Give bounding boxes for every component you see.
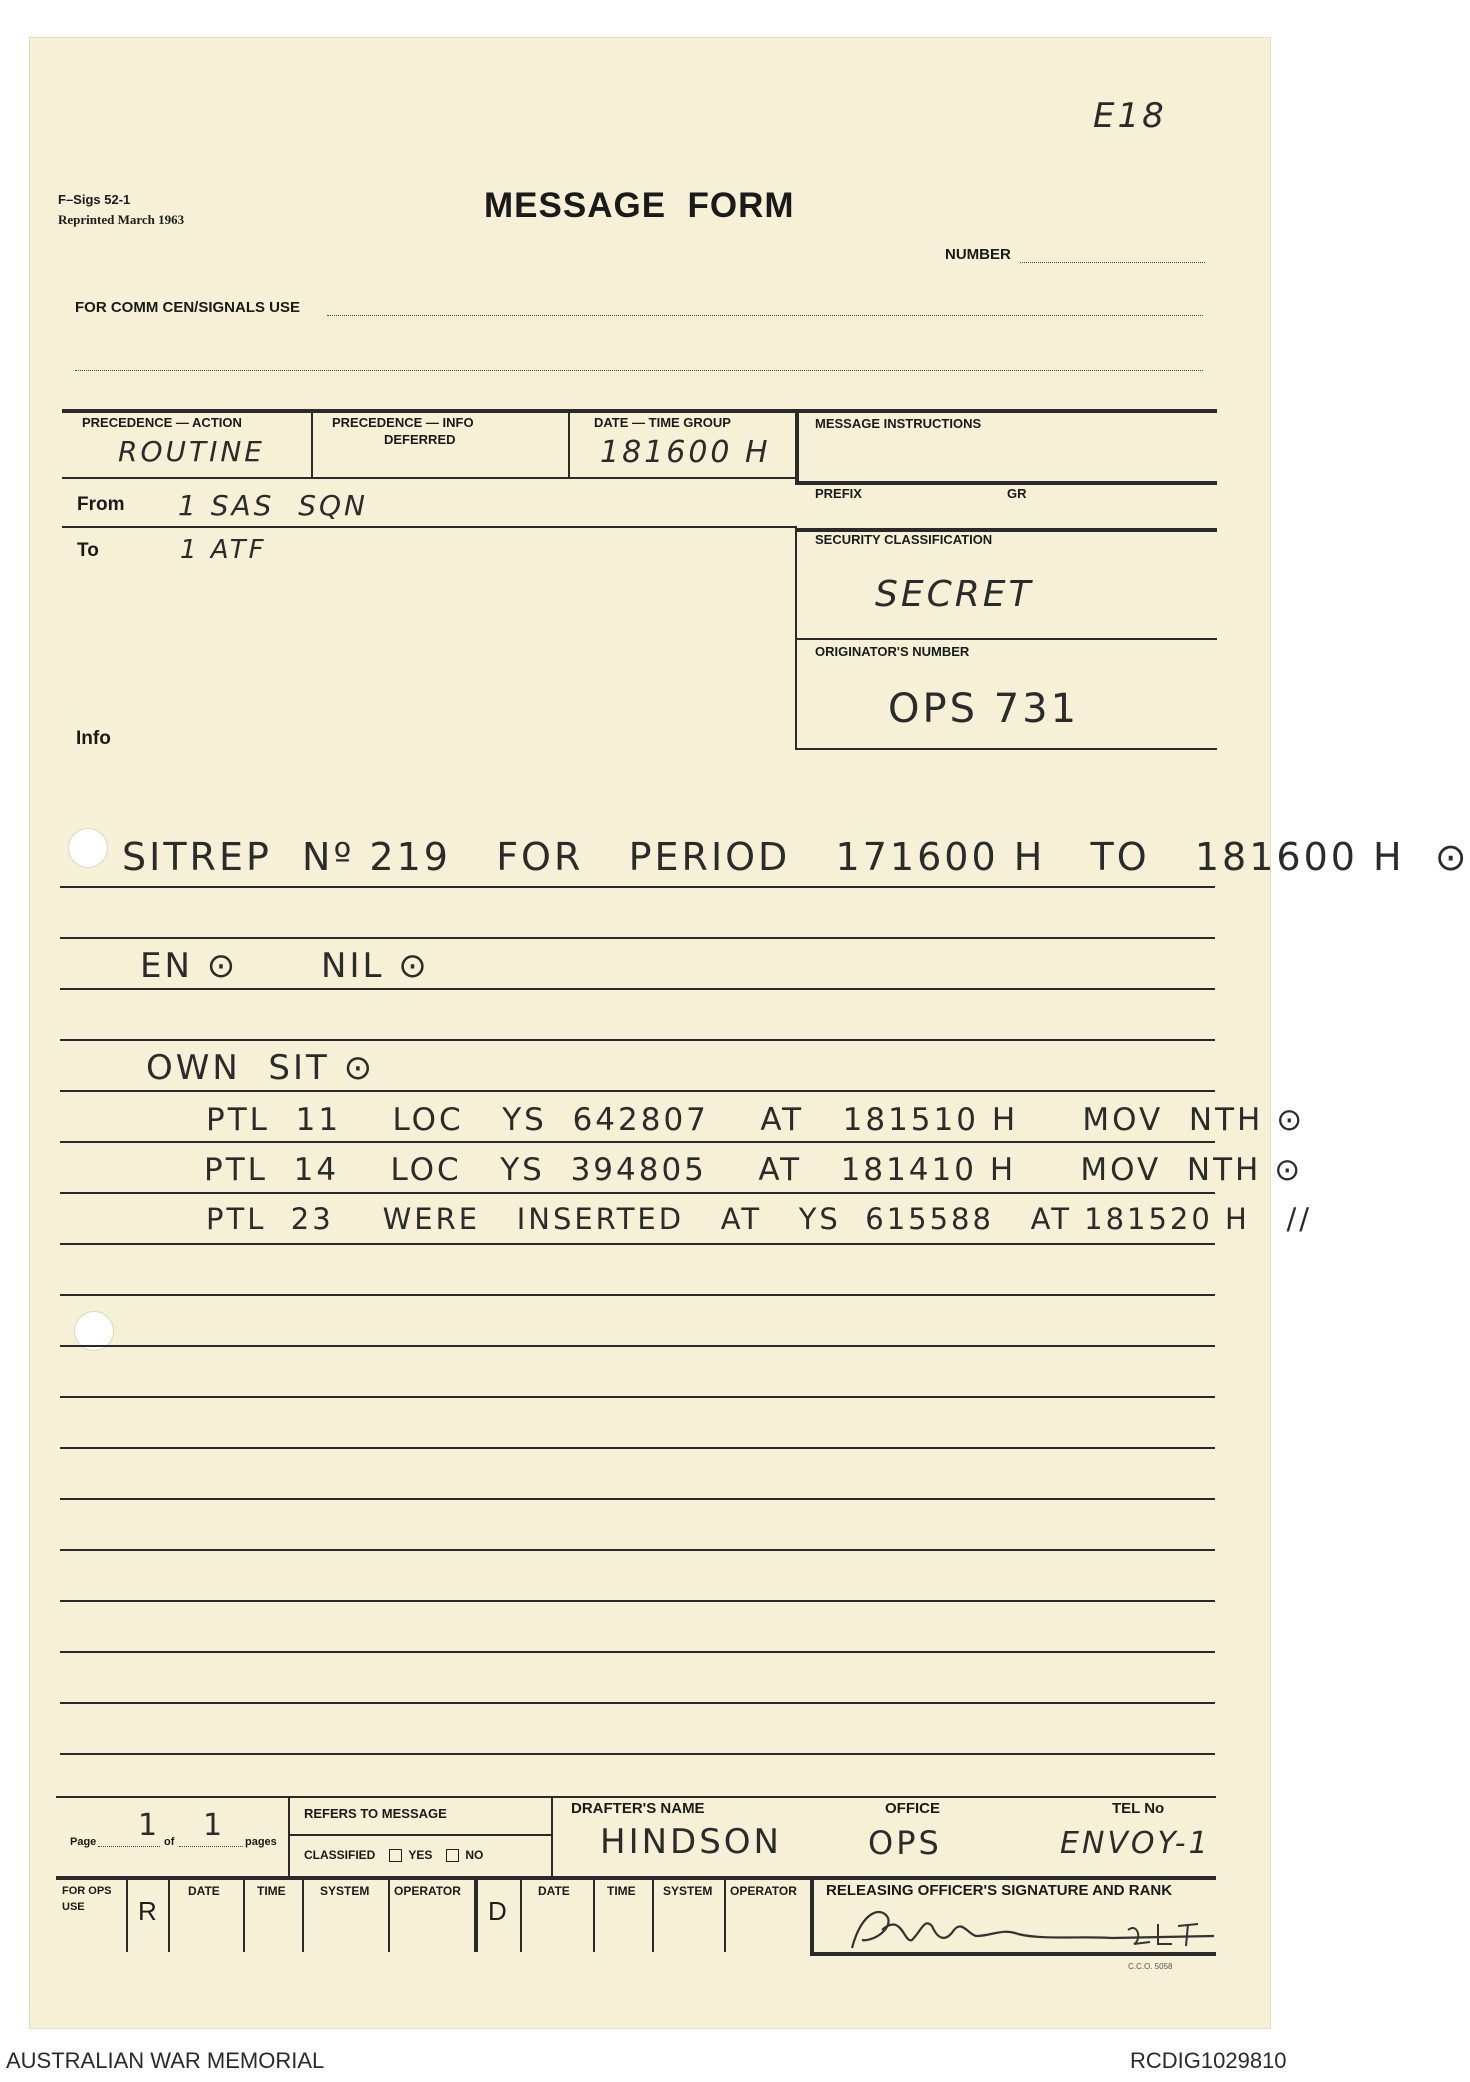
message-line-6: PTL 23 WERE INSERTED AT YS 615588 AT 181520 H // [206, 1202, 1313, 1236]
security-box-left [795, 530, 797, 750]
for-ops-use-label: FOR OPS USE [62, 1885, 112, 1913]
date-label-2: DATE [538, 1884, 570, 1898]
header-mid-rule [62, 477, 797, 479]
ops-div-8 [593, 1876, 595, 1952]
header-divider-1 [311, 411, 313, 477]
ops-div-4 [302, 1876, 304, 1952]
pages-label: pages [245, 1836, 277, 1848]
ops-div-3 [243, 1876, 245, 1952]
bottom-div-2 [551, 1796, 553, 1876]
office-value: OPS [868, 1824, 942, 1862]
ops-div-6 [474, 1876, 478, 1952]
precedence-action-label: PRECEDENCE — ACTION [82, 415, 242, 430]
refers-rule [288, 1834, 551, 1836]
drafters-name-label: DRAFTER'S NAME [571, 1800, 705, 1817]
no-label: NO [465, 1848, 484, 1862]
comm-cen-label: FOR COMM CEN/SIGNALS USE [75, 299, 301, 316]
form-code: F–Sigs 52-1 [58, 192, 131, 207]
message-ruled-line [60, 1396, 1215, 1398]
precedence-info-sub: DEFERRED [384, 432, 456, 447]
d-label: D [488, 1896, 507, 1926]
drafters-name-value: HINDSON [600, 1822, 782, 1862]
message-ruled-line [60, 1651, 1215, 1653]
footer-institution: AUSTRALIAN WAR MEMORIAL [6, 2048, 325, 2073]
releasing-officer-label: RELEASING OFFICER'S SIGNATURE AND RANK [826, 1882, 1173, 1899]
message-ruled-line [60, 1702, 1215, 1704]
security-rule [795, 638, 1217, 640]
message-line-1: SITREP Nº 219 FOR PERIOD 171600 H TO 181600 H ⊙ [122, 835, 1470, 879]
page-value: 1 [138, 1808, 161, 1843]
tel-no-label: TEL No [1112, 1800, 1165, 1817]
originator-rule [795, 748, 1217, 750]
system-label-1: SYSTEM [320, 1884, 370, 1898]
precedence-action-value: ROUTINE [118, 435, 265, 468]
message-ruled-line [60, 1192, 1215, 1194]
message-line-3: OWN SIT ⊙ [146, 1048, 376, 1088]
message-ruled-line [60, 1753, 1215, 1755]
of-field[interactable] [179, 1846, 243, 1847]
gr-label: GR [1007, 486, 1027, 501]
number-field[interactable] [1020, 262, 1205, 263]
dtg-value: 181600 H [600, 435, 771, 470]
message-ruled-line [60, 1039, 1215, 1041]
yes-checkbox[interactable] [389, 1849, 402, 1862]
yes-label: YES [408, 1848, 433, 1862]
to-label: To [77, 540, 99, 561]
originator-number-label: ORIGINATOR'S NUMBER [815, 644, 970, 659]
operator-label-1: OPERATOR [394, 1884, 461, 1898]
print-code: C.C.O. 5058 [1128, 1962, 1173, 1971]
bottom-div-1 [288, 1796, 290, 1876]
page-label: Page [70, 1836, 97, 1848]
message-ruled-line [60, 1090, 1215, 1092]
info-label: Info [76, 728, 111, 749]
header-divider-3 [795, 411, 799, 481]
message-ruled-line [60, 886, 1215, 888]
system-label-2: SYSTEM [663, 1884, 713, 1898]
time-label-2: TIME [607, 1884, 636, 1898]
ops-div-9 [652, 1876, 654, 1952]
operator-label-2: OPERATOR [730, 1884, 797, 1898]
header-divider-2 [568, 411, 570, 477]
classified-label: CLASSIFIED [304, 1848, 376, 1862]
no-checkbox[interactable] [446, 1849, 459, 1862]
of-value: 1 [203, 1808, 226, 1843]
precedence-info-label: PRECEDENCE — INFO [332, 415, 474, 430]
form-reprint: Reprinted March 1963 [58, 212, 185, 227]
date-label-1: DATE [188, 1884, 220, 1898]
ops-div-1 [126, 1876, 128, 1952]
tel-no-value: ENVOY-1 [1060, 1826, 1211, 1861]
message-ruled-line [60, 1600, 1215, 1602]
ops-div-7 [520, 1876, 522, 1952]
message-ruled-line [60, 1141, 1215, 1143]
message-form-sheet [30, 38, 1270, 2028]
signature-image [842, 1900, 1222, 1956]
ops-div-11 [810, 1876, 814, 1954]
prefix-label: PREFIX [815, 486, 862, 501]
message-ruled-line [60, 1345, 1215, 1347]
header-top-rule [62, 409, 1217, 413]
classified-row [304, 1848, 483, 1862]
refers-to-message-label: REFERS TO MESSAGE [304, 1806, 447, 1821]
dtg-label: DATE — TIME GROUP [594, 415, 731, 430]
r-label: R [138, 1896, 157, 1926]
message-ruled-line [60, 1549, 1215, 1551]
from-label: From [77, 494, 125, 515]
of-label: of [164, 1836, 175, 1848]
instructions-rule [795, 481, 1217, 485]
footer-record-id: RCDIG1029810 [1130, 2048, 1287, 2073]
message-instructions-label: MESSAGE INSTRUCTIONS [815, 416, 982, 431]
message-line-5: PTL 14 LOC YS 394805 AT 181410 H MOV NTH ⊙ [204, 1152, 1304, 1188]
comm-cen-field-2[interactable] [75, 370, 1203, 371]
number-label: NUMBER [945, 246, 1011, 263]
message-ruled-line [60, 988, 1215, 990]
message-ruled-line [60, 1294, 1215, 1296]
message-ruled-line [60, 1447, 1215, 1449]
ops-top-rule [56, 1876, 1216, 1880]
punch-hole-top [68, 828, 108, 868]
message-line-2: EN ⊙ NIL ⊙ [140, 946, 430, 986]
ops-div-5 [388, 1876, 390, 1952]
form-title: MESSAGE FORM [484, 186, 795, 225]
security-classification-label: SECURITY CLASSIFICATION [815, 532, 993, 547]
from-rule [62, 526, 797, 528]
comm-cen-field-1[interactable] [327, 315, 1203, 316]
page-field[interactable] [98, 1846, 160, 1847]
message-line-4: PTL 11 LOC YS 642807 AT 181510 H MOV NTH ⊙ [206, 1102, 1306, 1138]
message-ruled-line [60, 937, 1215, 939]
ops-div-2 [168, 1876, 170, 1952]
originator-number-value: OPS 731 [888, 686, 1080, 732]
message-ruled-line [60, 1498, 1215, 1500]
bottom-top-rule [56, 1796, 1216, 1798]
office-label: OFFICE [885, 1800, 940, 1817]
from-value: 1 SAS SQN [178, 489, 368, 522]
ops-div-10 [724, 1876, 726, 1952]
page-number-mark: E18 [1093, 96, 1167, 136]
security-classification-value: SECRET [875, 574, 1034, 615]
to-value: 1 ATF [180, 535, 267, 565]
message-ruled-line [60, 1243, 1215, 1245]
time-label-1: TIME [257, 1884, 286, 1898]
